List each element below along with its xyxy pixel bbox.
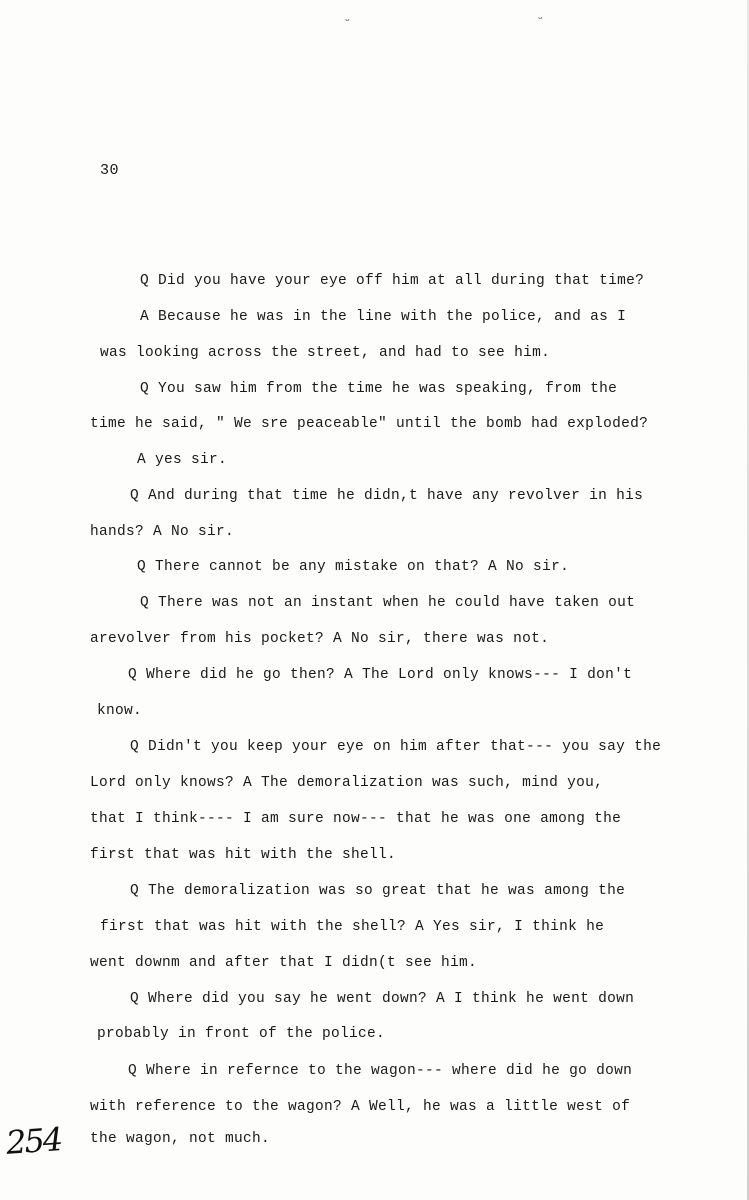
text-line-14: Q Didn't you keep your eye on him after that--- you say the bbox=[130, 739, 662, 755]
text-line-8: hands? A No sir. bbox=[90, 524, 235, 540]
text-line-11: arevolver from his pocket? A No sir, there was not. bbox=[90, 631, 550, 647]
text-line-17: first that was hit with the shell. bbox=[90, 847, 397, 863]
text-line-4: Q You saw him from the time he was speaking, from the bbox=[140, 381, 618, 397]
text-line-22: probably in front of the police. bbox=[97, 1026, 386, 1042]
text-line-1: Q Did you have your eye off him at all during that time? bbox=[140, 273, 645, 289]
text-line-12: Q Where did he go then? A The Lord only knows--- I don't bbox=[128, 667, 633, 683]
top-tick-mark: ᵕ bbox=[538, 12, 543, 26]
text-line-23: Q Where in refernce to the wagon--- where did he go down bbox=[128, 1063, 633, 1079]
text-line-15: Lord only knows? A The demoralization was such, mind you, bbox=[90, 775, 604, 791]
top-smudge-mark: ᵕ bbox=[345, 14, 350, 28]
text-line-18: Q The demoralization was so great that he was among the bbox=[130, 883, 626, 899]
text-line-5: time he said, " We sre peaceable" until the bomb had exploded? bbox=[90, 416, 649, 432]
text-line-20: went downm and after that I didn(t see him. bbox=[90, 955, 478, 971]
text-line-6: A yes sir. bbox=[137, 452, 228, 468]
text-line-9: Q There cannot be any mistake on that? A No sir. bbox=[137, 559, 570, 575]
text-line-21: Q Where did you say he went down? A I think he went down bbox=[130, 991, 635, 1007]
page-number: 30 bbox=[100, 162, 120, 179]
text-line-16: that I think---- I am sure now--- that he was one among the bbox=[90, 811, 622, 827]
handwritten-page-number: 254 bbox=[4, 1120, 63, 1162]
text-line-3: was looking across the street, and had to see him. bbox=[100, 345, 551, 361]
text-line-25: the wagon, not much. bbox=[90, 1131, 271, 1147]
text-line-19: first that was hit with the shell? A Yes sir, I think he bbox=[100, 919, 605, 935]
text-line-24: with reference to the wagon? A Well, he was a little west of bbox=[90, 1099, 631, 1115]
text-line-7: Q And during that time he didn,t have any revolver in his bbox=[130, 488, 644, 504]
text-line-2: A Because he was in the line with the police, and as I bbox=[140, 309, 627, 325]
text-line-10: Q There was not an instant when he could have taken out bbox=[140, 595, 636, 611]
text-line-13: know. bbox=[97, 703, 143, 719]
